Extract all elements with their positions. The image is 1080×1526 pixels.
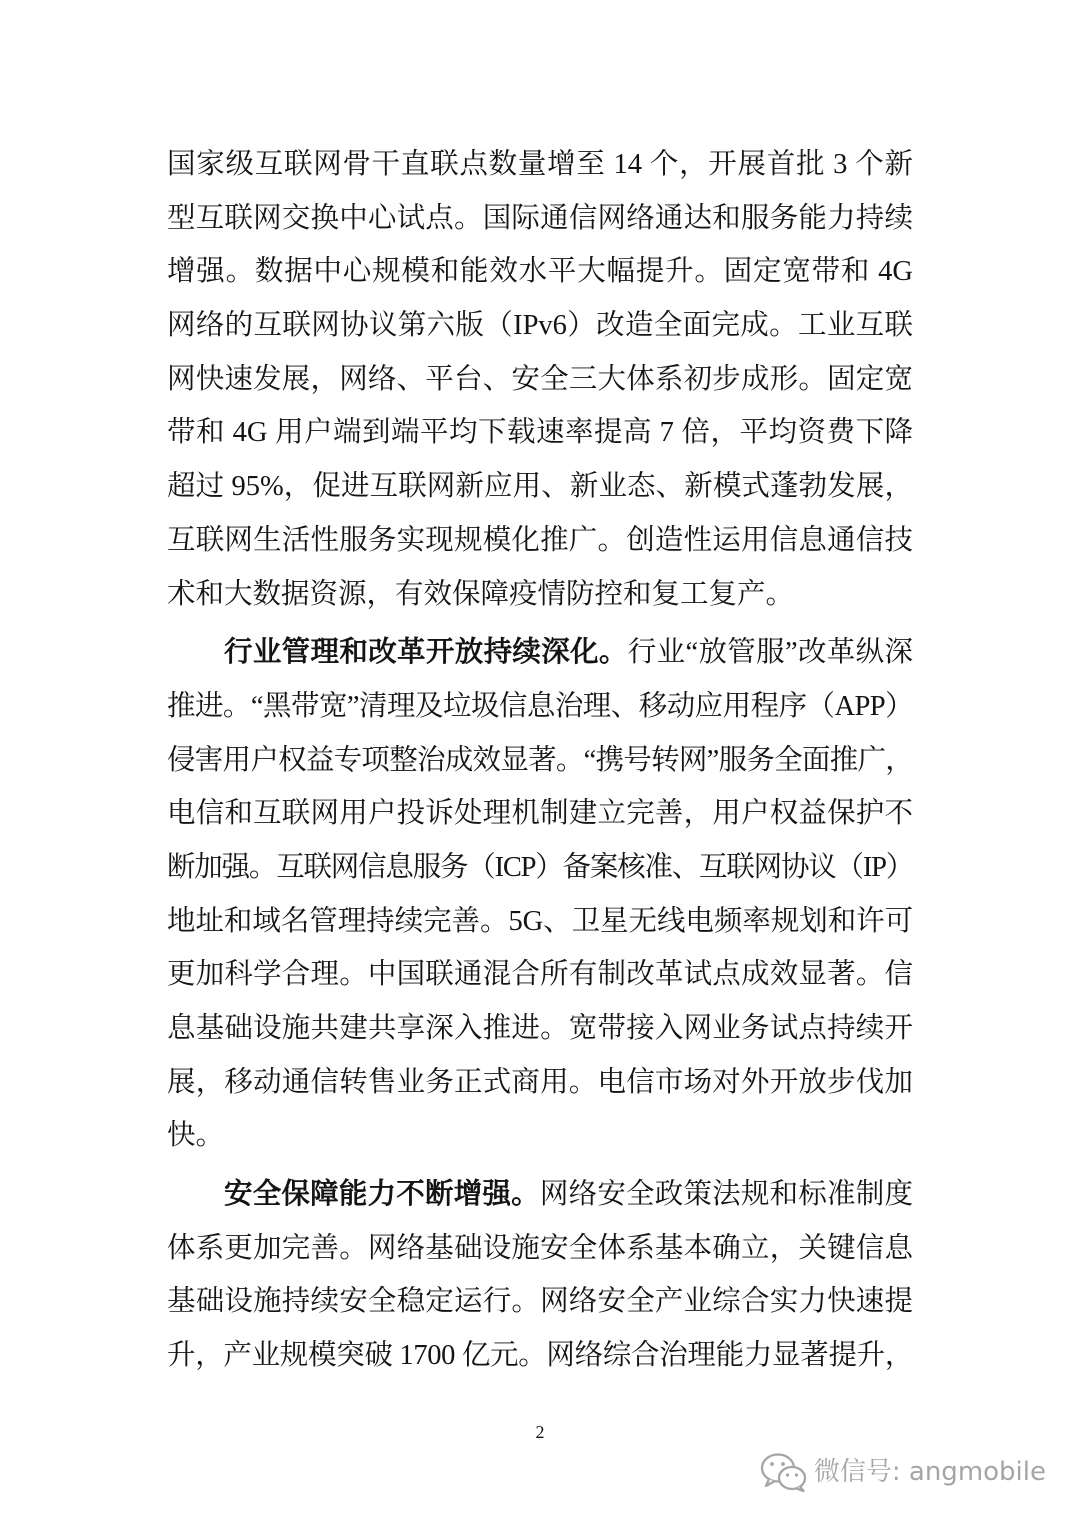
watermark-text: 微信号: angmobile [813, 1457, 1046, 1487]
paragraph-security [167, 1168, 913, 1383]
text-line: 互联网生活性服务实现规模化推广。创造性运用信息通信技 [167, 524, 913, 556]
paragraph-text: 行业“放管服”改革纵深 [627, 637, 913, 669]
text-line: 基础设施持续安全稳定运行。网络安全产业综合实力快速提 [167, 1286, 913, 1318]
text-line: 侵害用户权益专项整治成效显著。“携号转网”服务全面推广， [167, 744, 913, 776]
text-line: 地址和域名管理持续完善。5G、卫星无线电频率规划和许可 [167, 905, 913, 937]
text-line [167, 626, 913, 680]
watermark [759, 1451, 1046, 1493]
text-line: 更加科学合理。中国联通混合所有制改革试点成效显著。信 [167, 959, 913, 991]
paragraph-heading: 安全保障能力不断增强。 [224, 1179, 540, 1211]
text-line: 体系更加完善。网络基础设施安全体系基本确立，关键信息 [167, 1232, 913, 1264]
text-line: 电信和互联网用户投诉处理机制建立完善，用户权益保护不 [167, 798, 913, 830]
text-line: 增强。数据中心规模和能效水平大幅提升。固定宽带和 4G [167, 256, 913, 288]
paragraph-heading: 行业管理和改革开放持续深化。 [224, 637, 628, 669]
text-line: 断加强。互联网信息服务（ICP）备案核准、互联网协议（IP） [167, 851, 913, 883]
text-line [167, 1168, 913, 1222]
text-line: 推进。“黑带宽”清理及垃圾信息治理、移动应用程序（APP） [167, 690, 913, 722]
document-body [167, 138, 913, 1383]
text-line: 网快速发展，网络、平台、安全三大体系初步成形。固定宽 [167, 363, 913, 395]
text-line: 带和 4G 用户端到端平均下载速率提高 7 倍，平均资费下降 [167, 417, 913, 449]
text-line: 升，产业规模突破 1700 亿元。网络综合治理能力显著提升， [167, 1340, 913, 1372]
paragraph-text: 网络安全政策法规和标准制度 [539, 1179, 913, 1211]
text-line: 型互联网交换中心试点。国际通信网络通达和服务能力持续 [167, 202, 913, 234]
text-line: 超过 95%，促进互联网新应用、新业态、新模式蓬勃发展， [167, 471, 913, 503]
text-line: 网络的互联网协议第六版（IPv6）改造全面完成。工业互联 [167, 310, 913, 342]
paragraph-industry-management [167, 626, 913, 1163]
text-line: 息基础设施共建共享深入推进。宽带接入网业务试点持续开 [167, 1013, 913, 1044]
text-line: 快。 [167, 1120, 225, 1152]
text-line: 术和大数据资源，有效保障疫情防控和复工复产。 [167, 578, 795, 610]
text-line: 展，移动通信转售业务正式商用。电信市场对外开放步伐加 [167, 1066, 913, 1098]
text-line: 国家级互联网骨干直联点数量增至 14 个，开展首批 3 个新 [167, 149, 913, 180]
wechat-icon [759, 1451, 807, 1493]
paragraph-network-infrastructure [167, 138, 913, 621]
page-number: 2 [535, 1422, 545, 1442]
